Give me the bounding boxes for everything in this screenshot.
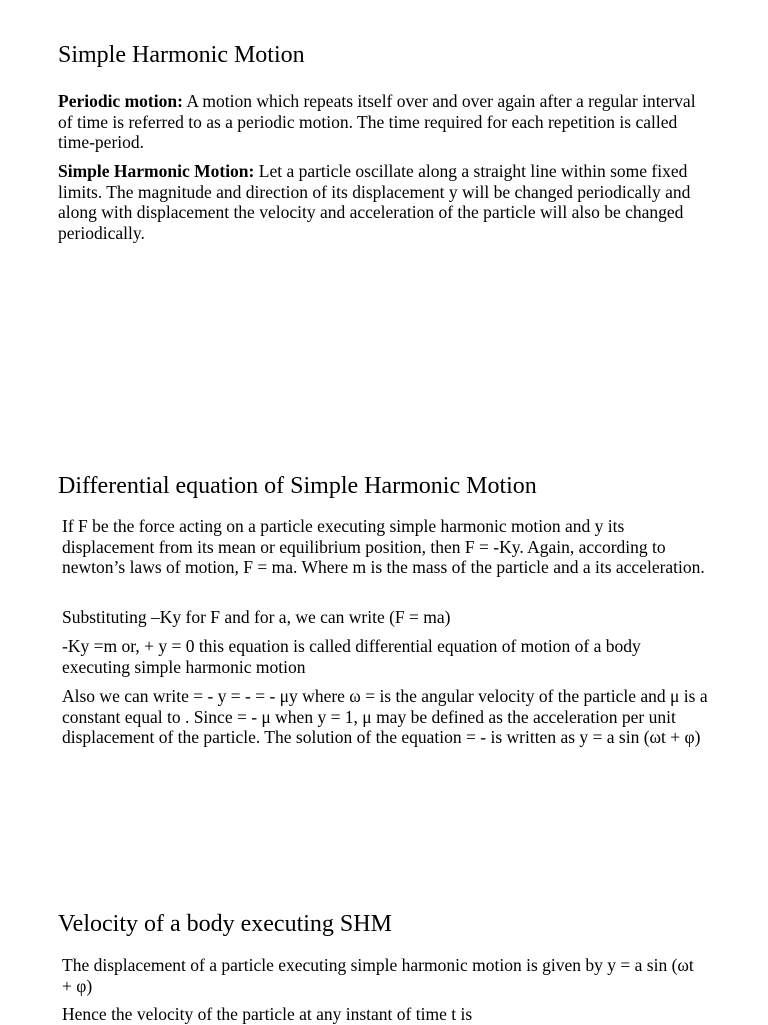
term-simple-harmonic-motion: Simple Harmonic Motion:: [58, 161, 255, 181]
term-periodic-motion: Periodic motion:: [58, 91, 183, 111]
shm-paragraph: [58, 161, 713, 243]
velocity-intro-paragraph: Hence the velocity of the particle at any instant of time t is: [62, 1004, 473, 1024]
differential-equation-paragraph: -Ky =m or, + y = 0 this equation is called differential equation of motion of a body executing simple harmonic motion: [62, 636, 641, 677]
displacement-paragraph: The displacement of a particle executing simple harmonic motion is given by y = a sin (ωt + φ): [62, 955, 694, 996]
section-title: Differential equation of Simple Harmonic Motion: [58, 473, 537, 499]
section-title: Velocity of a body executing SHM: [58, 911, 392, 937]
periodic-motion-paragraph: [58, 91, 708, 153]
force-paragraph: If F be the force acting on a particle executing simple harmonic motion and y its displacement from its mean or equilibrium position, then F = -Ky. Again, according to newton’s laws of motion, F = ma. Where m is the mass of the particle and a its acceleration.: [62, 516, 705, 578]
section-title: Simple Harmonic Motion: [58, 42, 305, 68]
shm-definition: Let a particle oscillate along a straight line within some fixed limits. The magnitude and direction of its displacement y will be changed periodically and along with displacement the velocity and acceleration of the particle will also be changed periodically.: [58, 161, 691, 243]
angular-velocity-paragraph: Also we can write = - y = - = - μy where ω = is the angular velocity of the particle and μ is a constant equal to . Since = - μ when y = 1, μ may be defined as the acceleration per unit displacement of the particle. The solution of the equation = - is written as y = a sin (ωt + φ): [62, 686, 708, 748]
periodic-motion-definition: A motion which repeats itself over and over again after a regular interval of time is referred to as a periodic motion. The time required for each repetition is called time-period.: [58, 91, 696, 153]
substitution-paragraph: Substituting –Ky for F and for a, we can write (F = ma): [62, 607, 451, 627]
